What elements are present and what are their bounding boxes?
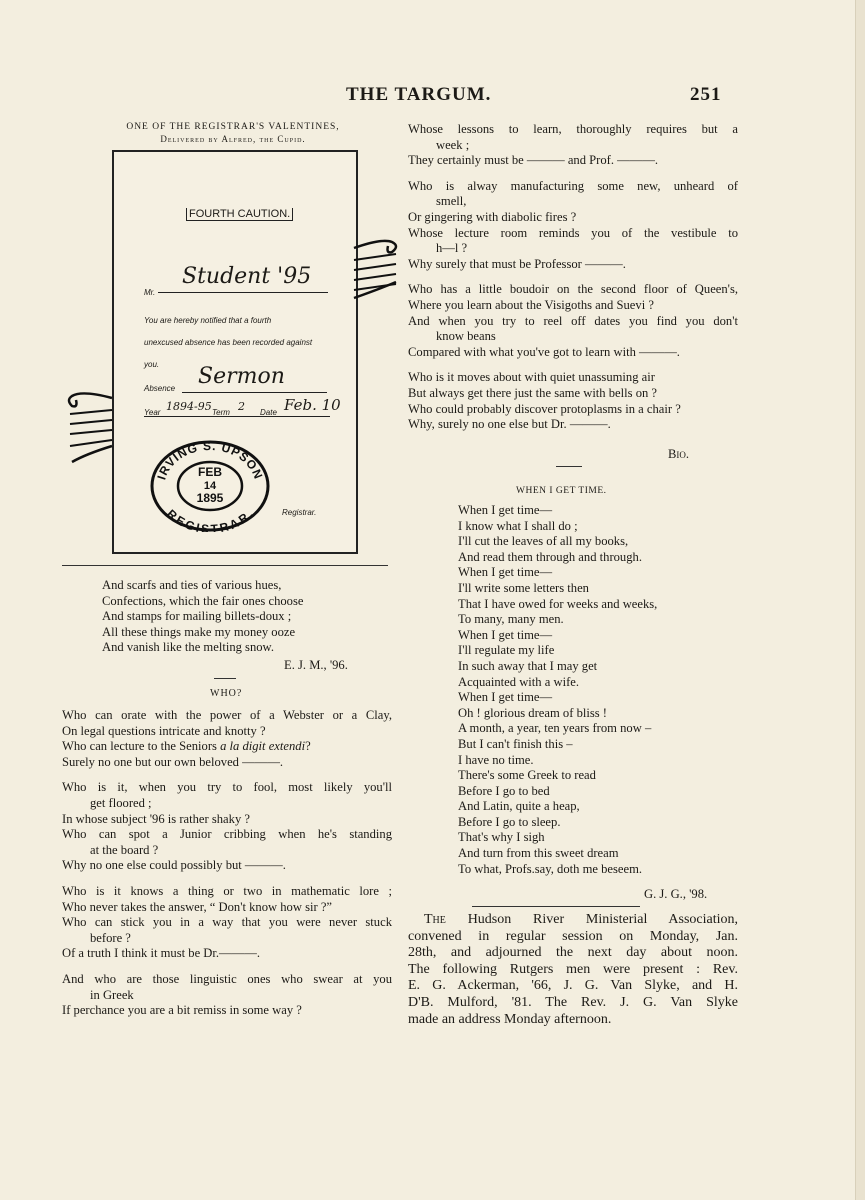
- news-line: The Hudson River Ministerial Association,: [424, 912, 738, 927]
- page-number: 251: [690, 84, 722, 105]
- poem-line: And read them through and through.: [458, 549, 642, 564]
- poem-line: That's why I sigh: [458, 830, 545, 845]
- verse-line: Who can stick you in a way that you were never stuck: [62, 915, 392, 930]
- poem-line: When I get time—: [458, 627, 553, 642]
- verse-line: Of a truth I think it must be Dr.———.: [62, 946, 260, 961]
- poem-when-i-get-time: [458, 503, 748, 877]
- poem-line: And stamps for mailing billets-doux ;: [102, 609, 292, 624]
- verse-line: They certainly must be ——— and Prof. ———.: [408, 153, 659, 168]
- poem-line: When I get time—: [458, 565, 553, 580]
- poem-line: In such away that I may get: [458, 658, 598, 673]
- student-name: Student '95: [182, 264, 312, 289]
- verse-line: Who could probably discover protoplasms in a chair ?: [408, 401, 681, 416]
- verse-line: And when you try to reel off dates you find you don't: [408, 313, 738, 328]
- stamp-title: REGISTRAR.: [164, 506, 257, 532]
- who-stanzas-right: [408, 122, 738, 433]
- verse-line: Who is it, when you try to fool, most likely you'll: [62, 780, 392, 795]
- verse-line: Who has a little boudoir on the second floor of Queen's,: [408, 282, 738, 297]
- poem-line: And Latin, quite a heap,: [458, 799, 580, 814]
- verse-line: If perchance you are a bit remiss in some way ?: [62, 1003, 302, 1018]
- news-line: D'B. Mulford, '81. The Rev. J. G. Van Slyke: [408, 994, 738, 1010]
- news-line: convened in regular session on Monday, Jan.: [408, 928, 738, 944]
- verse-line: Where you learn about the Visigoths and Suevi ?: [408, 297, 654, 312]
- notice-line-2: unexcused absence has been recorded against: [144, 338, 313, 347]
- poem-line: But I can't finish this –: [458, 736, 573, 751]
- verse-line: In whose subject '96 is rather shaky ?: [62, 811, 250, 826]
- poem-line: I'll cut the leaves of all my books,: [458, 534, 629, 549]
- verse-line: Who never takes the answer, “ Don't know how sir ?”: [62, 899, 332, 914]
- poem-line: And vanish like the melting snow.: [102, 640, 274, 655]
- valentine-subcaption: Delivered by Alfred, the Cupid.: [160, 134, 306, 144]
- notice-line-3: you.: [144, 360, 160, 369]
- stamp-name: IRVING S. UPSON: [154, 438, 266, 482]
- absence-label: Absence: [144, 384, 176, 393]
- poem-line: That I have owed for weeks and weeks,: [458, 596, 658, 611]
- poem-line: And scarfs and ties of various hues,: [102, 578, 282, 592]
- verse-line: Who can spot a Junior cribbing when he's standing: [62, 827, 392, 842]
- mr-label: Mr.: [144, 288, 156, 297]
- news-line: E. G. Ackerman, '66, J. G. Van Slyke, and H.: [408, 978, 738, 994]
- verse-line: get floored ;: [90, 795, 152, 810]
- year-value: 1894-95: [166, 400, 212, 413]
- verse-line: smell,: [436, 194, 467, 209]
- valentine-card: [112, 150, 358, 554]
- verse-line: Who is alway manufacturing some new, unheard of: [408, 178, 738, 193]
- scroll-ornament-left-icon: [66, 384, 114, 464]
- news-paragraph: [408, 912, 738, 1028]
- stamp-month: FEB: [198, 465, 222, 479]
- term-label: Term: [212, 408, 230, 417]
- verse-line: know beans: [436, 329, 496, 344]
- poem-line: When I get time—: [458, 690, 553, 705]
- verse-line: And who are those linguistic ones who swear at you: [62, 971, 392, 986]
- verse-line: But always get there just the same with bells on ?: [408, 385, 658, 400]
- scroll-ornament-right-icon: [352, 228, 402, 308]
- stamp-day: 14: [203, 480, 217, 492]
- poem-line: Oh ! glorious dream of bliss !: [458, 705, 608, 720]
- news-line: made an address Monday afternoon.: [408, 1011, 612, 1027]
- verse-line: Who can lecture to the Seniors a la digit extendi?: [62, 739, 311, 754]
- poem-line: All these things make my money ooze: [102, 624, 296, 639]
- verse-line: h—l ?: [436, 241, 468, 256]
- poem-line: Confections, which the fair ones choose: [102, 593, 304, 608]
- poem-line: I'll regulate my life: [458, 643, 555, 658]
- poem-line: I'll write some letters then: [458, 580, 589, 595]
- poem-line: To many, many men.: [458, 612, 564, 627]
- valentine-caption: ONE OF THE REGISTRAR'S VALENTINES,: [126, 122, 340, 132]
- poem-line: I have no time.: [458, 752, 534, 767]
- registrar-label: Registrar.: [282, 508, 317, 517]
- verse-line: Or gingering with diabolic fires ?: [408, 209, 577, 224]
- verse-line: Compared with what you've got to learn with ———.: [408, 344, 680, 359]
- news-line: 28th, and adjourned the next day about noon.: [408, 945, 738, 961]
- verse-line: Whose lessons to learn, thoroughly requires but a: [408, 122, 738, 136]
- poem-line: When I get time—: [458, 503, 553, 517]
- date-label: Date: [260, 408, 277, 417]
- poem-scarfs: [102, 578, 402, 656]
- verse-line: Why no one else could possibly but ———.: [62, 858, 286, 873]
- poem-line: And turn from this sweet dream: [458, 846, 619, 861]
- poem2-title: WHEN I GET TIME.: [516, 486, 607, 496]
- year-label: Year: [144, 408, 161, 417]
- who-stanzas-left: [62, 708, 392, 1019]
- verse-line: Whose lecture room reminds you of the vestibule to: [408, 225, 738, 240]
- verse-line: Why, surely no one else but Dr. ———.: [408, 417, 611, 432]
- notice-line-1: You are hereby notified that a fourth: [144, 316, 272, 325]
- absence-value: Sermon: [198, 364, 285, 389]
- verse-line: On legal questions intricate and knotty ?: [62, 723, 266, 738]
- verse-line: Why surely that must be Professor ———.: [408, 256, 626, 271]
- verse-line: at the board ?: [90, 842, 159, 857]
- who-signature: Bio.: [668, 447, 690, 461]
- who-title: WHO?: [210, 688, 243, 699]
- card-title: FOURTH CAUTION.: [186, 208, 293, 221]
- verse-line: Who is it moves about with quiet unassuming air: [408, 370, 655, 385]
- poem2-signature: G. J. G., '98.: [644, 887, 708, 901]
- verse-line: before ?: [90, 930, 131, 945]
- verse-line: Surely no one but our own beloved ———.: [62, 754, 284, 769]
- poem-line: Before I go to sleep.: [458, 814, 561, 829]
- poem-line: Before I go to bed: [458, 783, 550, 798]
- registrar-stamp: [148, 436, 272, 532]
- news-line: The following Rutgers men were present : Rev.: [408, 961, 738, 977]
- term-value: 2: [238, 400, 245, 413]
- verse-line: week ;: [436, 137, 470, 152]
- poem-line: I know what I shall do ;: [458, 518, 578, 533]
- verse-line: in Greek: [90, 987, 134, 1002]
- poem-line: To what, Profs.say, doth me beseem.: [458, 861, 643, 876]
- poem-line: There's some Greek to read: [458, 768, 596, 783]
- date-value: Feb. 10: [284, 396, 341, 414]
- stamp-year: 1895: [196, 491, 224, 505]
- page-title: THE TARGUM.: [346, 84, 492, 105]
- poem1-signature: E. J. M., '96.: [284, 658, 348, 672]
- poem-line: Acquainted with a wife.: [458, 674, 579, 689]
- verse-line: Who can orate with the power of a Webster or a Clay,: [62, 708, 392, 722]
- verse-line: Who is it knows a thing or two in mathematic lore ;: [62, 883, 392, 898]
- poem-line: A month, a year, ten years from now –: [458, 721, 652, 736]
